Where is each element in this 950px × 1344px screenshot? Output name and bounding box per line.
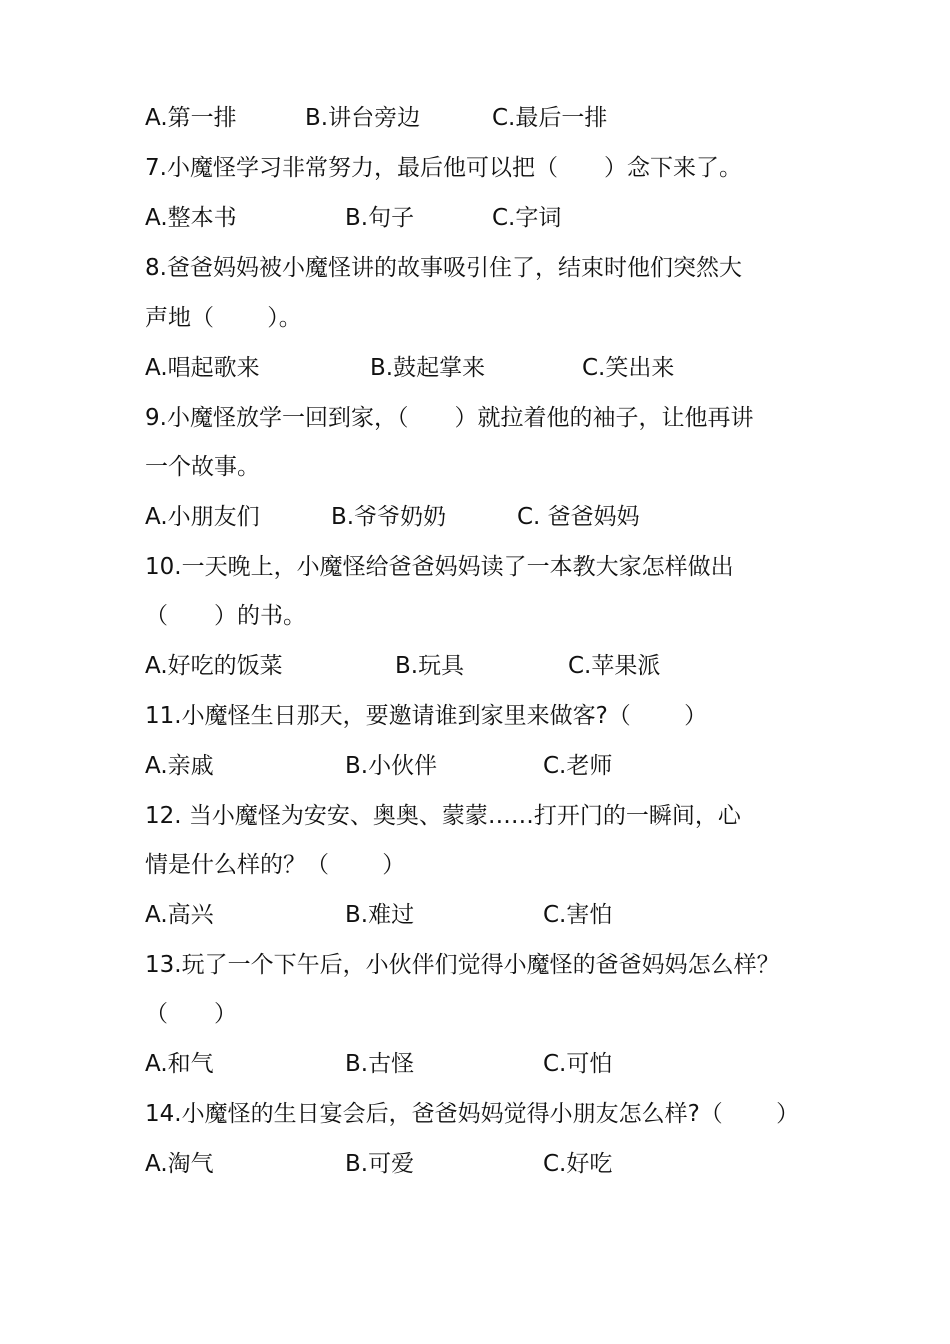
question-9-cont: 一个故事。	[145, 454, 260, 480]
option-b: B.古怪	[345, 1051, 415, 1077]
option-b: B.讲台旁边	[305, 105, 421, 131]
option-c: C.苹果派	[568, 653, 661, 679]
question-10-cont: （ ）的书。	[145, 603, 306, 629]
option-a: A.亲戚	[145, 753, 214, 779]
option-b: B.难过	[345, 902, 415, 928]
option-c: C.可怕	[543, 1051, 613, 1077]
option-c: C.最后一排	[492, 105, 608, 131]
option-b: B.可爱	[345, 1151, 415, 1177]
option-a: A.第一排	[145, 105, 237, 131]
option-a: A.整本书	[145, 205, 237, 231]
question-7: 7.小魔怪学习非常努力，最后他可以把（ ）念下来了。	[145, 155, 742, 181]
question-9: 9.小魔怪放学一回到家，（ ）就拉着他的袖子，让他再讲	[145, 405, 754, 431]
option-c: C.字词	[492, 205, 562, 231]
option-c: C.害怕	[543, 902, 613, 928]
option-a: A.唱起歌来	[145, 355, 260, 381]
option-a: A.高兴	[145, 902, 214, 928]
option-a: A.小朋友们	[145, 504, 260, 530]
option-a: A.淘气	[145, 1151, 214, 1177]
option-b: B.爷爷奶奶	[331, 504, 447, 530]
option-b: B.句子	[345, 205, 415, 231]
question-12: 12. 当小魔怪为安安、奥奥、蒙蒙……打开门的一瞬间，心	[145, 803, 741, 829]
option-b: B.鼓起掌来	[370, 355, 486, 381]
option-b: B.玩具	[395, 653, 465, 679]
option-c: C.好吃	[543, 1151, 613, 1177]
question-14: 14.小魔怪的生日宴会后，爸爸妈妈觉得小朋友怎么样?（ ）	[145, 1101, 800, 1127]
question-11: 11.小魔怪生日那天，要邀请谁到家里来做客?（ ）	[145, 703, 708, 729]
option-a: A.和气	[145, 1051, 214, 1077]
option-b: B.小伙伴	[345, 753, 438, 779]
question-8: 8.爸爸妈妈被小魔怪讲的故事吸引住了，结束时他们突然大	[145, 255, 742, 281]
question-13-cont: （ ）	[145, 1001, 237, 1027]
question-13: 13.玩了一个下午后，小伙伴们觉得小魔怪的爸爸妈妈怎么样？	[145, 952, 780, 978]
question-12-cont: 情是什么样的？（ ）	[145, 852, 406, 878]
option-c: C. 爸爸妈妈	[517, 504, 640, 530]
option-c: C.老师	[543, 753, 613, 779]
option-a: A.好吃的饭菜	[145, 653, 283, 679]
question-8-cont: 声地（ ）。	[145, 305, 302, 331]
question-10: 10.一天晚上，小魔怪给爸爸妈妈读了一本教大家怎样做出	[145, 554, 734, 580]
option-c: C.笑出来	[582, 355, 675, 381]
